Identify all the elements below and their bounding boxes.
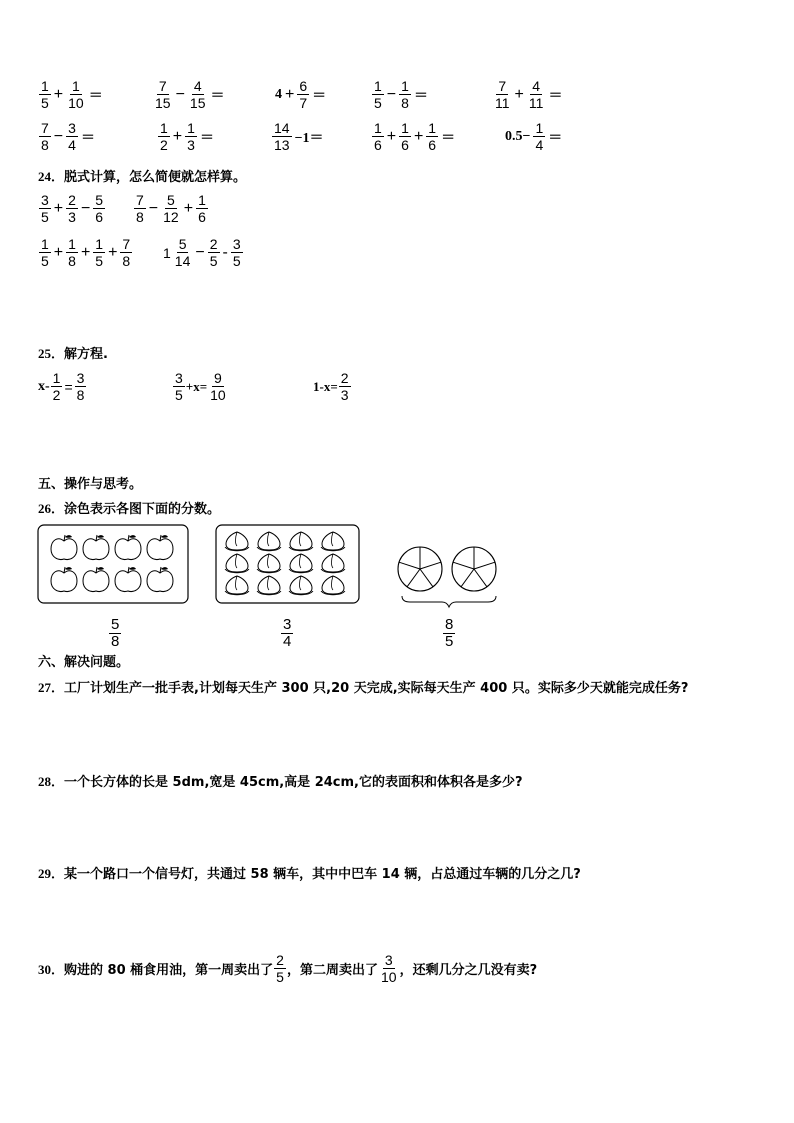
question-25: 25．解方程.	[38, 346, 108, 362]
peach-icon	[289, 576, 313, 595]
expr-23-1: $\frac{1}{5}$ + $\frac{1}{10}$ ＝	[41, 78, 103, 111]
peach-icon	[289, 532, 313, 551]
question-27: 27．工厂计划生产一批手表,计划每天生产 300 只,20 天完成,实际每天生产 400 只。实际多少天就能完成任务?	[38, 680, 689, 696]
question-28: 28．一个长方体的长是 5dm,宽是 45cm,高是 24cm,它的表面积和体积各是多少?	[38, 774, 523, 790]
peach-icon	[321, 554, 345, 573]
peach-icon	[225, 532, 249, 551]
apple-icon	[147, 567, 173, 592]
question-30: 30． 购进的 80 桶食用油，第一周卖出了 $\frac{2}{5}$ ，第二周卖出了 $\frac{3}{10}$ ，还剩几分之几没有卖?	[38, 952, 538, 985]
expr-23-7: $\frac{1}{2}$ + $\frac{1}{3}$ ＝	[160, 120, 214, 153]
expr-23-4: $\frac{1}{5}$ − $\frac{1}{8}$ ＝	[374, 78, 428, 111]
peach-icon	[289, 554, 313, 573]
expr-24-3: $\frac{1}{5}$ + $\frac{1}{8}$ + $\frac{1}{5}$ + $\frac{7}{8}$	[41, 236, 131, 269]
expr-23-9: $\frac{1}{6}$ + $\frac{1}{6}$ + $\frac{1}{6}$ ＝	[374, 120, 456, 153]
expr-23-10: 0.5− $\frac{1}{4}$ ＝	[505, 120, 563, 153]
apple-icon	[83, 567, 109, 592]
apple-icon	[51, 567, 77, 592]
peach-icon	[225, 576, 249, 595]
pie-circle	[452, 547, 496, 591]
fraction-8-5: $\frac{8}{5}$	[445, 616, 454, 650]
fraction-3-4: $\frac{3}{4}$	[283, 616, 292, 650]
expr-23-5: $\frac{7}{11}$ + $\frac{4}{11}$ ＝	[495, 78, 563, 111]
apple-icon	[147, 535, 173, 560]
question-24: 24．脱式计算，怎么简便就怎样算。	[38, 169, 247, 185]
peach-box	[216, 525, 359, 603]
apple-icon	[115, 535, 141, 560]
expr-24-4: 1 $\frac{5}{14}$ − $\frac{2}{5}$ - $\frac{3}{5}$	[163, 236, 241, 269]
equation-25-2: $\frac{3}{5}$ +x= $\frac{9}{10}$	[175, 370, 226, 403]
apple-icon	[51, 535, 77, 560]
section-5-title: 五、操作与思考。	[38, 477, 143, 492]
peach-icon	[257, 554, 281, 573]
expr-24-1: $\frac{3}{5}$ + $\frac{2}{3}$ − $\frac{5}{6}$	[41, 192, 104, 225]
apple-icon	[115, 567, 141, 592]
expr-23-6: $\frac{7}{8}$ − $\frac{3}{4}$ ＝	[41, 120, 95, 153]
fraction-5-8: $\frac{5}{8}$	[111, 616, 120, 650]
apple-icon	[83, 535, 109, 560]
question-26: 26．涂色表示各图下面的分数。	[38, 501, 221, 517]
apples-group	[51, 535, 173, 592]
expr-23-2: $\frac{7}{15}$ − $\frac{4}{15}$ ＝	[155, 78, 225, 111]
equation-25-3: 1-x= $\frac{2}{3}$	[313, 370, 349, 403]
expr-24-2: $\frac{7}{8}$ − $\frac{5}{12}$ + $\frac{1}{6}$	[136, 192, 206, 225]
section-6-title: 六、解决问题。	[38, 655, 130, 670]
pie-circle	[398, 547, 442, 591]
equation-25-1: x- $\frac{1}{2}$ = $\frac{3}{8}$	[38, 370, 85, 403]
expr-23-3: 4 + $\frac{6}{7}$ ＝	[275, 78, 327, 111]
peach-icon	[321, 576, 345, 595]
peach-icon	[321, 532, 345, 551]
peaches-group	[225, 532, 345, 595]
peach-icon	[257, 576, 281, 595]
peach-icon	[257, 532, 281, 551]
peach-icon	[225, 554, 249, 573]
circles-group	[398, 547, 496, 591]
brace	[402, 596, 496, 607]
question-29: 29．某一个路口一个信号灯，共通过 58 辆车，其中中巴车 14 辆，占总通过车辆的几分之几?	[38, 866, 581, 882]
expr-23-8: $\frac{14}{13}$ −1＝	[274, 120, 324, 153]
